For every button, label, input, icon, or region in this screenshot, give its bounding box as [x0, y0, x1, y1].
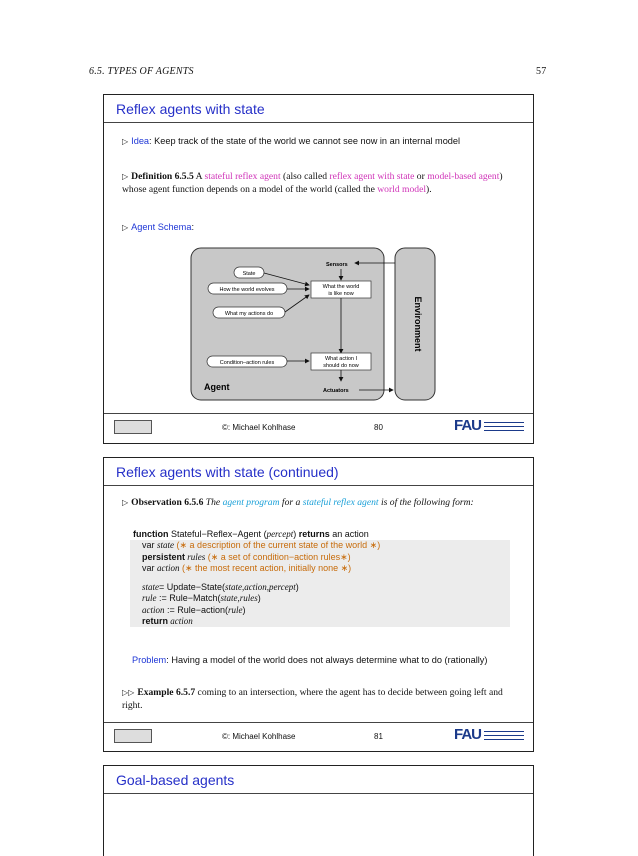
slide-title: Goal-based agents: [116, 772, 235, 788]
code-line: [130, 582, 510, 593]
code-var: action: [142, 604, 165, 615]
slide-80: [103, 94, 534, 444]
problem-paragraph: [132, 654, 516, 667]
footer-slide-number: 81: [374, 732, 383, 741]
condition-rules-label: Condition–action rules: [219, 360, 275, 366]
code-text: var: [142, 562, 158, 573]
code-var: action: [157, 562, 180, 573]
sensors-label: Sensors: [326, 262, 348, 268]
footer-rule: [104, 722, 533, 723]
code-var: rules: [185, 551, 206, 562]
what-action-label-2: should do now: [323, 363, 359, 369]
definition-label: Definition 6.5.5: [131, 171, 194, 182]
observation-paragraph: [122, 496, 516, 509]
code-comment: (∗ the most recent action, initially none ∗): [179, 562, 352, 573]
world-evolves-label: How the world evolves: [219, 287, 275, 293]
definition-text: or: [414, 171, 428, 182]
fau-logo: FAU: [454, 726, 481, 743]
code-var: state,rules: [220, 593, 258, 604]
code-line: [130, 563, 510, 574]
bullet-triangle-icon: ▷: [122, 172, 129, 181]
definition-text: ) whose agent function depends on a model of the world (called the: [122, 171, 503, 195]
code-var: rule: [228, 604, 243, 615]
world-now-label-1: What the world: [322, 284, 360, 290]
actuators-label: Actuators: [323, 388, 349, 394]
fau-logo-rule: [484, 731, 524, 733]
term-model-based-agent: model-based agent: [427, 171, 500, 182]
code-comment: (∗ a set of condition−action rules∗): [205, 551, 351, 562]
schema-label: Agent Schema: [131, 222, 192, 232]
agent-label: Agent: [204, 382, 230, 392]
fau-logo-rule: [484, 739, 524, 741]
page-number: 57: [536, 66, 547, 77]
term-agent-program: agent program: [222, 497, 280, 508]
actions-do-label: What my actions do: [224, 311, 274, 317]
slide-title: Reflex agents with state: [116, 101, 265, 117]
observation-text: The: [203, 497, 223, 508]
idea-paragraph: [122, 135, 516, 149]
code-var: state: [142, 582, 159, 593]
schema-colon: :: [191, 222, 194, 232]
code-line: [130, 616, 510, 627]
code-text: Stateful−Reflex−Agent (: [168, 529, 267, 539]
code-var: action: [168, 616, 193, 627]
code-text: ): [293, 529, 299, 539]
code-line: [130, 540, 510, 551]
code-text: := Rule−Match(: [156, 593, 221, 604]
fau-logo-rule: [484, 430, 524, 432]
footer-rule: [104, 413, 533, 414]
definition-text: ).: [426, 184, 432, 195]
code-keyword: returns: [298, 529, 330, 539]
code-line: [130, 593, 510, 604]
code-text: an action: [329, 529, 369, 539]
problem-label: Problem: [132, 655, 167, 665]
bullet-triangle-icon: ▷: [122, 223, 129, 232]
slide-81: [103, 457, 534, 752]
term-stateful-reflex-agent: stateful reflex agent: [204, 171, 281, 182]
example-arrow-icon: ▷▷: [122, 688, 135, 697]
world-now-label-2: is like now: [328, 291, 354, 297]
agent-program-code: [130, 529, 510, 627]
term-stateful-reflex-agent: stateful reflex agent: [302, 497, 379, 508]
definition-text: A: [193, 171, 205, 182]
footer-author: ©: Michael Kohlhase: [222, 732, 296, 741]
what-action-label-1: What action I: [324, 356, 358, 362]
code-line: [130, 605, 510, 616]
fau-logo-rule: [484, 422, 524, 424]
definition-paragraph: [122, 170, 516, 196]
fau-logo-rule: [484, 735, 524, 737]
code-var: percept: [266, 529, 294, 539]
code-blank-line: [130, 574, 510, 582]
code-text: ): [257, 593, 261, 604]
fau-logo: FAU: [454, 417, 481, 434]
bullet-triangle-icon: ▷: [122, 137, 129, 146]
term-world-model: world model: [377, 184, 426, 195]
code-keyword: persistent: [142, 551, 186, 562]
state-label: State: [242, 271, 256, 277]
code-comment: (∗ a description of the current state of the world ∗): [174, 540, 381, 551]
agent-schema-diagram: [189, 245, 439, 405]
code-text: ): [242, 604, 246, 615]
example-label: Example 6.5.7: [137, 687, 196, 698]
code-text: ): [295, 582, 299, 593]
fau-logo-rule: [484, 426, 524, 428]
term-reflex-agent-with-state: reflex agent with state: [329, 171, 415, 182]
code-line: [130, 552, 510, 563]
code-var: rule: [142, 593, 157, 604]
running-header: 6.5. TYPES OF AGENTS: [89, 66, 194, 77]
schema-paragraph: [122, 221, 516, 235]
title-rule: [104, 793, 533, 794]
observation-text: is of the following form:: [378, 497, 474, 508]
code-text: = Update−State(: [159, 582, 226, 593]
footer-author: ©: Michael Kohlhase: [222, 423, 296, 432]
code-keyword: function: [133, 529, 169, 539]
cc-license-icon: [114, 729, 152, 743]
environment-label: Environment: [413, 296, 423, 352]
code-keyword: return: [142, 616, 169, 627]
observation-label: Observation 6.5.6: [131, 497, 204, 508]
code-text: := Rule−action(: [164, 604, 229, 615]
idea-text: : Keep track of the state of the world we cannot see now in an internal model: [149, 136, 461, 146]
title-rule: [104, 485, 533, 486]
observation-text: for a: [279, 497, 303, 508]
example-text: coming to an intersection, where the agent has to decide between going left and right.: [122, 687, 503, 711]
bullet-triangle-icon: ▷: [122, 498, 129, 507]
footer-slide-number: 80: [374, 423, 383, 432]
cc-license-icon: [114, 420, 152, 434]
code-line: [130, 529, 510, 540]
title-rule: [104, 122, 533, 123]
agent-box: [191, 248, 384, 400]
code-var: state,action,percept: [225, 582, 296, 593]
definition-text: (also called: [280, 171, 330, 182]
example-paragraph: [122, 686, 516, 712]
code-var: state: [157, 540, 175, 551]
idea-label: Idea: [131, 136, 150, 146]
code-text: var: [142, 540, 158, 551]
problem-text: : Having a model of the world does not always determine what to do (rationally): [166, 655, 488, 665]
slide-title: Reflex agents with state (continued): [116, 464, 339, 480]
slide-82-partial: [103, 765, 534, 856]
